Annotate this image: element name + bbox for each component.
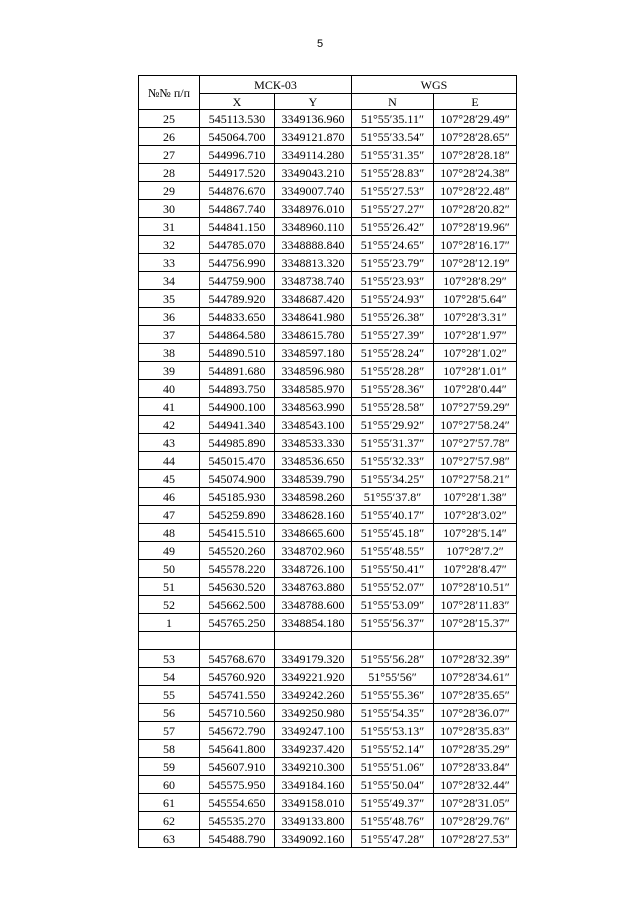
cell-x: 545630.520	[200, 578, 275, 596]
cell-n: 51°55′28.58″	[352, 398, 434, 416]
cell-point-number: 47	[139, 506, 200, 524]
cell-n: 51°55′28.24″	[352, 344, 434, 362]
cell-point-number: 32	[139, 236, 200, 254]
cell-point-number: 52	[139, 596, 200, 614]
cell-e: 107°28′19.96″	[434, 218, 517, 236]
cell-n: 51°55′27.39″	[352, 326, 434, 344]
cell-e: 107°28′5.64″	[434, 290, 517, 308]
cell-e: 107°28′22.48″	[434, 182, 517, 200]
table-row	[139, 470, 517, 488]
cell-x: 545015.470	[200, 452, 275, 470]
cell-point-number: 44	[139, 452, 200, 470]
cell-point-number: 56	[139, 704, 200, 722]
cell-x: 545259.890	[200, 506, 275, 524]
cell-n: 51°55′52.07″	[352, 578, 434, 596]
cell-y: 3349250.980	[275, 704, 352, 722]
table-row	[139, 272, 517, 290]
cell-n: 51°55′27.53″	[352, 182, 434, 200]
header-x: X	[200, 94, 275, 110]
cell-y	[275, 632, 352, 650]
cell-y: 3349114.280	[275, 146, 352, 164]
cell-point-number: 63	[139, 830, 200, 848]
cell-n: 51°55′27.27″	[352, 200, 434, 218]
coordinates-table	[138, 75, 517, 848]
cell-e: 107°28′33.84″	[434, 758, 517, 776]
cell-n: 51°55′32.33″	[352, 452, 434, 470]
cell-n: 51°55′48.55″	[352, 542, 434, 560]
cell-x: 545520.260	[200, 542, 275, 560]
cell-y: 3348763.880	[275, 578, 352, 596]
cell-e: 107°27′58.21″	[434, 470, 517, 488]
table-row	[139, 146, 517, 164]
cell-x: 545760.920	[200, 668, 275, 686]
cell-point-number: 30	[139, 200, 200, 218]
cell-point-number: 46	[139, 488, 200, 506]
cell-point-number: 43	[139, 434, 200, 452]
cell-x: 545488.790	[200, 830, 275, 848]
cell-e: 107°27′57.78″	[434, 434, 517, 452]
table-row	[139, 542, 517, 560]
cell-n: 51°55′54.35″	[352, 704, 434, 722]
table-row	[139, 704, 517, 722]
cell-y: 3348597.180	[275, 344, 352, 362]
cell-y: 3349136.960	[275, 110, 352, 128]
cell-y: 3348536.650	[275, 452, 352, 470]
cell-point-number: 35	[139, 290, 200, 308]
table-row	[139, 344, 517, 362]
cell-y: 3349237.420	[275, 740, 352, 758]
cell-y: 3348628.160	[275, 506, 352, 524]
cell-e: 107°28′5.14″	[434, 524, 517, 542]
table-row	[139, 236, 517, 254]
table-row	[139, 686, 517, 704]
cell-y: 3348563.990	[275, 398, 352, 416]
cell-n: 51°55′48.76″	[352, 812, 434, 830]
cell-point-number: 41	[139, 398, 200, 416]
cell-e: 107°28′32.39″	[434, 650, 517, 668]
cell-n: 51°55′50.41″	[352, 560, 434, 578]
cell-point-number: 62	[139, 812, 200, 830]
cell-point-number: 60	[139, 776, 200, 794]
cell-x: 545064.700	[200, 128, 275, 146]
cell-point-number	[139, 632, 200, 650]
cell-x: 545185.930	[200, 488, 275, 506]
cell-point-number: 58	[139, 740, 200, 758]
cell-n: 51°55′28.83″	[352, 164, 434, 182]
table-row	[139, 254, 517, 272]
cell-point-number: 28	[139, 164, 200, 182]
cell-point-number: 50	[139, 560, 200, 578]
cell-y: 3349092.160	[275, 830, 352, 848]
table-row	[139, 110, 517, 128]
cell-e: 107°28′28.65″	[434, 128, 517, 146]
cell-x: 545672.790	[200, 722, 275, 740]
cell-e: 107°28′11.83″	[434, 596, 517, 614]
cell-x: 544833.650	[200, 308, 275, 326]
table-row	[139, 128, 517, 146]
cell-y: 3348543.100	[275, 416, 352, 434]
cell-y: 3348976.010	[275, 200, 352, 218]
cell-y: 3348533.330	[275, 434, 352, 452]
table-row	[139, 506, 517, 524]
cell-y: 3348854.180	[275, 614, 352, 632]
cell-y: 3348888.840	[275, 236, 352, 254]
cell-y: 3348788.600	[275, 596, 352, 614]
cell-n: 51°55′28.28″	[352, 362, 434, 380]
cell-point-number: 51	[139, 578, 200, 596]
cell-x: 545607.910	[200, 758, 275, 776]
table-row	[139, 200, 517, 218]
cell-e: 107°28′1.02″	[434, 344, 517, 362]
cell-n: 51°55′55.36″	[352, 686, 434, 704]
cell-e: 107°28′8.47″	[434, 560, 517, 578]
table-row	[139, 218, 517, 236]
cell-point-number: 31	[139, 218, 200, 236]
cell-n: 51°55′37.8″	[352, 488, 434, 506]
cell-e: 107°28′3.31″	[434, 308, 517, 326]
cell-y: 3348687.420	[275, 290, 352, 308]
header-point-number: №№ п/п	[139, 76, 200, 110]
header-msk03: МСК-03	[200, 76, 352, 94]
cell-e: 107°28′16.17″	[434, 236, 517, 254]
cell-n: 51°55′56.28″	[352, 650, 434, 668]
cell-point-number: 25	[139, 110, 200, 128]
cell-point-number: 27	[139, 146, 200, 164]
cell-point-number: 55	[139, 686, 200, 704]
cell-e: 107°28′36.07″	[434, 704, 517, 722]
table-row	[139, 308, 517, 326]
cell-y: 3349184.160	[275, 776, 352, 794]
cell-e: 107°27′57.98″	[434, 452, 517, 470]
header-wgs: WGS	[352, 76, 517, 94]
cell-e: 107°28′12.19″	[434, 254, 517, 272]
cell-y: 3349247.100	[275, 722, 352, 740]
cell-e: 107°28′1.97″	[434, 326, 517, 344]
cell-y: 3349210.300	[275, 758, 352, 776]
cell-n: 51°55′24.93″	[352, 290, 434, 308]
cell-x: 545535.270	[200, 812, 275, 830]
cell-n: 51°55′47.28″	[352, 830, 434, 848]
table-row	[139, 362, 517, 380]
header-e: E	[434, 94, 517, 110]
cell-n: 51°55′56.37″	[352, 614, 434, 632]
table-row	[139, 578, 517, 596]
cell-n: 51°55′29.92″	[352, 416, 434, 434]
cell-x: 544867.740	[200, 200, 275, 218]
cell-n: 51°55′33.54″	[352, 128, 434, 146]
cell-e: 107°28′35.83″	[434, 722, 517, 740]
table-body	[139, 110, 517, 848]
cell-y: 3348702.960	[275, 542, 352, 560]
cell-e: 107°28′31.05″	[434, 794, 517, 812]
cell-x: 544841.150	[200, 218, 275, 236]
cell-e: 107°28′20.82″	[434, 200, 517, 218]
cell-n: 51°55′35.11″	[352, 110, 434, 128]
table-row	[139, 614, 517, 632]
header-row-groups	[139, 76, 517, 94]
cell-n: 51°55′31.37″	[352, 434, 434, 452]
table-row	[139, 164, 517, 182]
cell-n	[352, 632, 434, 650]
cell-x: 545113.530	[200, 110, 275, 128]
cell-point-number: 39	[139, 362, 200, 380]
cell-x: 545575.950	[200, 776, 275, 794]
cell-y: 3348726.100	[275, 560, 352, 578]
cell-y: 3349179.320	[275, 650, 352, 668]
table-row	[139, 722, 517, 740]
cell-x: 545662.500	[200, 596, 275, 614]
cell-point-number: 57	[139, 722, 200, 740]
cell-point-number: 54	[139, 668, 200, 686]
cell-x: 545578.220	[200, 560, 275, 578]
cell-point-number: 40	[139, 380, 200, 398]
cell-e: 107°28′15.37″	[434, 614, 517, 632]
cell-x: 544789.920	[200, 290, 275, 308]
cell-point-number: 29	[139, 182, 200, 200]
cell-point-number: 34	[139, 272, 200, 290]
cell-n: 51°55′28.36″	[352, 380, 434, 398]
cell-y: 3348596.980	[275, 362, 352, 380]
cell-point-number: 49	[139, 542, 200, 560]
table-row	[139, 326, 517, 344]
cell-n: 51°55′49.37″	[352, 794, 434, 812]
cell-y: 3349121.870	[275, 128, 352, 146]
header-n: N	[352, 94, 434, 110]
table-row	[139, 560, 517, 578]
cell-y: 3348960.110	[275, 218, 352, 236]
cell-e: 107°28′0.44″	[434, 380, 517, 398]
table-row	[139, 182, 517, 200]
cell-x: 544917.520	[200, 164, 275, 182]
cell-x: 544876.670	[200, 182, 275, 200]
cell-n: 51°55′52.14″	[352, 740, 434, 758]
cell-y: 3348738.740	[275, 272, 352, 290]
table-row	[139, 650, 517, 668]
cell-e: 107°28′32.44″	[434, 776, 517, 794]
cell-x: 545641.800	[200, 740, 275, 758]
cell-x: 545415.510	[200, 524, 275, 542]
cell-n: 51°55′51.06″	[352, 758, 434, 776]
table-row	[139, 812, 517, 830]
cell-point-number: 61	[139, 794, 200, 812]
page-number: 5	[316, 38, 324, 50]
cell-x: 544900.100	[200, 398, 275, 416]
cell-y: 3349158.010	[275, 794, 352, 812]
cell-n: 51°55′40.17″	[352, 506, 434, 524]
cell-e: 107°28′27.53″	[434, 830, 517, 848]
cell-point-number: 59	[139, 758, 200, 776]
cell-point-number: 42	[139, 416, 200, 434]
cell-e: 107°28′35.29″	[434, 740, 517, 758]
cell-x	[200, 632, 275, 650]
cell-n: 51°55′26.38″	[352, 308, 434, 326]
cell-x: 545741.550	[200, 686, 275, 704]
cell-n: 51°55′34.25″	[352, 470, 434, 488]
cell-x: 545765.250	[200, 614, 275, 632]
cell-x: 545768.670	[200, 650, 275, 668]
cell-y: 3348813.320	[275, 254, 352, 272]
cell-x: 544941.340	[200, 416, 275, 434]
cell-x: 544864.580	[200, 326, 275, 344]
cell-point-number: 53	[139, 650, 200, 668]
cell-y: 3348539.790	[275, 470, 352, 488]
cell-x: 544785.070	[200, 236, 275, 254]
table-row	[139, 434, 517, 452]
cell-point-number: 1	[139, 614, 200, 632]
cell-e: 107°28′1.01″	[434, 362, 517, 380]
cell-e: 107°28′7.2″	[434, 542, 517, 560]
table-row	[139, 488, 517, 506]
cell-point-number: 26	[139, 128, 200, 146]
cell-e: 107°28′29.76″	[434, 812, 517, 830]
cell-n: 51°55′53.13″	[352, 722, 434, 740]
cell-e: 107°28′35.65″	[434, 686, 517, 704]
table-row	[139, 416, 517, 434]
cell-e: 107°28′3.02″	[434, 506, 517, 524]
cell-x: 544893.750	[200, 380, 275, 398]
cell-x: 545554.650	[200, 794, 275, 812]
cell-point-number: 37	[139, 326, 200, 344]
header-y: Y	[275, 94, 352, 110]
cell-e: 107°28′8.29″	[434, 272, 517, 290]
cell-y: 3349007.740	[275, 182, 352, 200]
table-row	[139, 830, 517, 848]
cell-y: 3348615.780	[275, 326, 352, 344]
table-row	[139, 758, 517, 776]
cell-y: 3349043.210	[275, 164, 352, 182]
cell-n: 51°55′45.18″	[352, 524, 434, 542]
cell-n: 51°55′56″	[352, 668, 434, 686]
cell-y: 3348598.260	[275, 488, 352, 506]
cell-n: 51°55′23.79″	[352, 254, 434, 272]
cell-n: 51°55′24.65″	[352, 236, 434, 254]
table-row	[139, 776, 517, 794]
cell-e	[434, 632, 517, 650]
cell-x: 544890.510	[200, 344, 275, 362]
cell-y: 3349242.260	[275, 686, 352, 704]
cell-x: 544759.900	[200, 272, 275, 290]
cell-y: 3349221.920	[275, 668, 352, 686]
table-row	[139, 632, 517, 650]
cell-y: 3348641.980	[275, 308, 352, 326]
cell-y: 3348585.970	[275, 380, 352, 398]
cell-x: 544756.990	[200, 254, 275, 272]
cell-x: 545710.560	[200, 704, 275, 722]
table-row	[139, 668, 517, 686]
cell-n: 51°55′23.93″	[352, 272, 434, 290]
cell-n: 51°55′50.04″	[352, 776, 434, 794]
cell-e: 107°28′28.18″	[434, 146, 517, 164]
table-row	[139, 290, 517, 308]
cell-point-number: 38	[139, 344, 200, 362]
table-row	[139, 452, 517, 470]
cell-point-number: 48	[139, 524, 200, 542]
cell-x: 544985.890	[200, 434, 275, 452]
cell-e: 107°28′34.61″	[434, 668, 517, 686]
cell-n: 51°55′31.35″	[352, 146, 434, 164]
table-row	[139, 794, 517, 812]
cell-point-number: 36	[139, 308, 200, 326]
cell-n: 51°55′53.09″	[352, 596, 434, 614]
cell-x: 545074.900	[200, 470, 275, 488]
cell-e: 107°28′24.38″	[434, 164, 517, 182]
cell-e: 107°28′10.51″	[434, 578, 517, 596]
cell-x: 544996.710	[200, 146, 275, 164]
table-row	[139, 596, 517, 614]
table-row	[139, 398, 517, 416]
cell-e: 107°27′58.24″	[434, 416, 517, 434]
cell-e: 107°28′1.38″	[434, 488, 517, 506]
table-row	[139, 380, 517, 398]
cell-y: 3349133.800	[275, 812, 352, 830]
cell-point-number: 33	[139, 254, 200, 272]
cell-y: 3348665.600	[275, 524, 352, 542]
cell-n: 51°55′26.42″	[352, 218, 434, 236]
cell-x: 544891.680	[200, 362, 275, 380]
table-row	[139, 524, 517, 542]
cell-e: 107°27′59.29″	[434, 398, 517, 416]
table-row	[139, 740, 517, 758]
cell-e: 107°28′29.49″	[434, 110, 517, 128]
cell-point-number: 45	[139, 470, 200, 488]
